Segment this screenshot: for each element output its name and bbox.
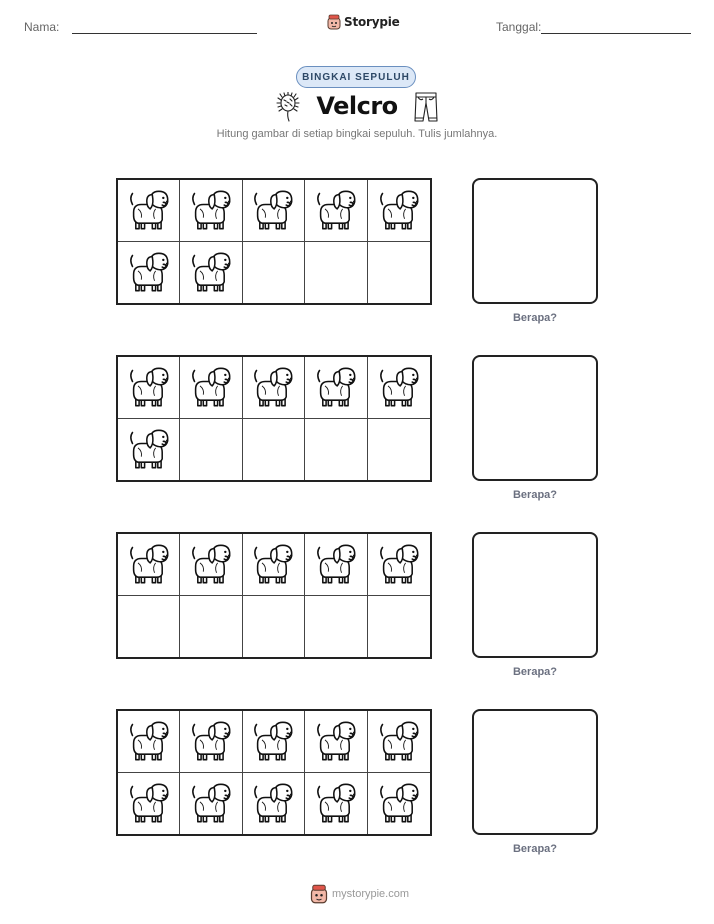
ten-frame-cell xyxy=(305,180,367,242)
footer xyxy=(310,884,409,904)
answer-box[interactable] xyxy=(472,178,598,304)
puppy-icon xyxy=(127,250,171,294)
puppy-icon xyxy=(251,188,295,232)
ten-frame-cell xyxy=(368,357,430,419)
date-line[interactable] xyxy=(541,33,691,34)
ten-frame-cell xyxy=(118,773,180,835)
worksheet-type-badge: BINGKAI SEPULUH xyxy=(296,66,416,88)
ten-frame-cell xyxy=(368,596,430,658)
puppy-icon xyxy=(189,365,233,409)
puppy-icon xyxy=(377,365,421,409)
puppy-icon xyxy=(251,542,295,586)
ten-frame xyxy=(116,709,432,836)
ten-frame-cell xyxy=(305,242,367,304)
puppy-icon xyxy=(127,365,171,409)
puppy-icon xyxy=(251,781,295,825)
ten-frame-cell xyxy=(305,419,367,481)
answer-label: Berapa? xyxy=(512,843,558,855)
ten-frame-cell xyxy=(243,180,305,242)
answer-label: Berapa? xyxy=(512,666,558,678)
date-label: Tanggal: xyxy=(496,20,542,34)
puppy-icon xyxy=(314,781,358,825)
puppy-icon xyxy=(189,781,233,825)
puppy-icon xyxy=(127,781,171,825)
answer-box[interactable] xyxy=(472,355,598,481)
storypie-logo-icon xyxy=(310,884,328,904)
ten-frame xyxy=(116,178,432,305)
puppy-icon xyxy=(377,188,421,232)
ten-frame-cell xyxy=(305,534,367,596)
answer-label: Berapa? xyxy=(512,489,558,501)
ten-frame-cell xyxy=(180,180,242,242)
name-label: Nama: xyxy=(24,20,60,34)
ten-frame xyxy=(116,355,432,482)
puppy-icon xyxy=(251,365,295,409)
ten-frame-cell xyxy=(243,534,305,596)
answer-box[interactable] xyxy=(472,532,598,658)
puppy-icon xyxy=(189,250,233,294)
puppy-icon xyxy=(251,719,295,763)
ten-frame-cell xyxy=(368,419,430,481)
ten-frame-cell xyxy=(368,773,430,835)
ten-frame-cell xyxy=(180,596,242,658)
name-line[interactable] xyxy=(72,33,257,34)
ten-frame-cell xyxy=(180,357,242,419)
puppy-icon xyxy=(189,719,233,763)
answer-box[interactable] xyxy=(472,709,598,835)
ten-frame-cell xyxy=(305,773,367,835)
page-title: Velcro xyxy=(316,92,398,120)
puppy-icon xyxy=(127,188,171,232)
ten-frame-cell xyxy=(243,357,305,419)
ten-frame-cell xyxy=(243,773,305,835)
ten-frame-cell xyxy=(243,596,305,658)
puppy-icon xyxy=(314,188,358,232)
ten-frame xyxy=(116,532,432,659)
ten-frame-cell xyxy=(243,419,305,481)
storypie-logo-icon xyxy=(327,14,341,30)
puppy-icon xyxy=(189,188,233,232)
ten-frame-cell xyxy=(305,357,367,419)
ten-frame-cell xyxy=(368,242,430,304)
ten-frame-cell xyxy=(118,534,180,596)
puppy-icon xyxy=(377,542,421,586)
puppy-icon xyxy=(127,719,171,763)
puppy-icon xyxy=(127,427,171,471)
ten-frame-cell xyxy=(118,419,180,481)
ten-frame-cell xyxy=(180,711,242,773)
instructions: Hitung gambar di setiap bingkai sepuluh. Tulis jumlahnya. xyxy=(216,128,498,140)
ten-frame-cell xyxy=(118,357,180,419)
pants-icon xyxy=(413,92,439,122)
puppy-icon xyxy=(314,365,358,409)
ten-frame-cell xyxy=(180,242,242,304)
ten-frame-cell xyxy=(118,596,180,658)
ten-frame-cell xyxy=(305,711,367,773)
puppy-icon xyxy=(377,719,421,763)
brand-logo xyxy=(327,14,400,30)
footer-url: mystorypie.com xyxy=(332,888,410,900)
ten-frame-cell xyxy=(180,773,242,835)
ten-frame-cell xyxy=(180,419,242,481)
ten-frame-cell xyxy=(118,180,180,242)
puppy-icon xyxy=(314,719,358,763)
puppy-icon xyxy=(377,781,421,825)
ten-frame-cell xyxy=(180,534,242,596)
ten-frame-cell xyxy=(368,534,430,596)
brand-name: Storypie xyxy=(344,15,400,29)
puppy-icon xyxy=(189,542,233,586)
ten-frame-cell xyxy=(118,242,180,304)
ten-frame-cell xyxy=(243,711,305,773)
ten-frame-cell xyxy=(368,180,430,242)
ten-frame-cell xyxy=(118,711,180,773)
puppy-icon xyxy=(127,542,171,586)
ten-frame-cell xyxy=(243,242,305,304)
ten-frame-cell xyxy=(305,596,367,658)
puppy-icon xyxy=(314,542,358,586)
answer-label: Berapa? xyxy=(512,312,558,324)
ten-frame-cell xyxy=(368,711,430,773)
